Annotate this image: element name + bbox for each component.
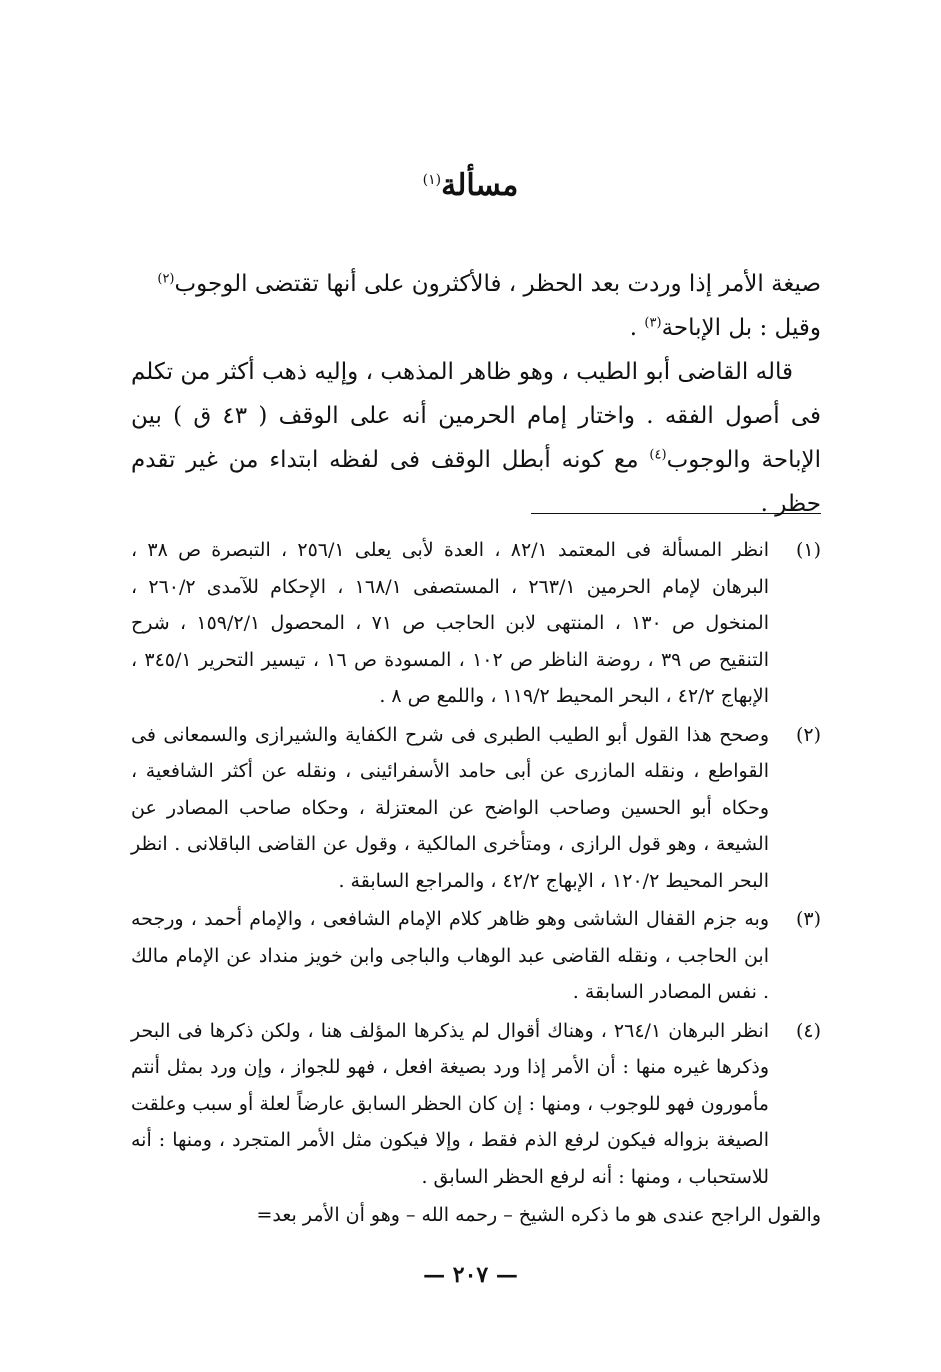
footnote-number: (٣) [795,908,821,930]
footnote-text: انظر المسألة فى المعتمد ٨٢/١ ، العدة لأبى يعلى ٢٥٦/١ ، التبصرة ص ٣٨ ، البرهان لإمام الحرمين ٢٦٣/١ ، المستصفى ١٦٨/١ ، الإحكام للآمدى ٢٦٠/٢ ، المنخول ص ١٣٠ ، المنتهى لابن الحاجب ص ٧١ ، المحصول ١٥٩/٢/١ ، شرح التنقيح ص ٣٩ ، روضة الناظر ص ١٠٢ ، المسودة ص ١٦ ، تيسير التحرير ٣٤٥/١ ، الإبهاج ٤٢/٢ ، البحر المحيط ١١٩/٢ ، واللمع ص ٨ . [131,539,770,707]
footnote-marker-3: (٣) [644,315,662,331]
footnote-text: وبه جزم القفال الشاشى وهو ظاهر كلام الإمام الشافعى ، والإمام أحمد ، ورجحه ابن الحاجب ، ونقله القاضى عبد الوهاب والباجى وابن خويز منداد عن الإمام مالك . نفس المصادر السابقة . [131,908,769,1003]
page-number: — ٢٠٧ — [423,1262,518,1288]
main-line-2: وقيل : بل الإباحة [661,315,821,341]
heading-title: مسألة [441,168,519,203]
main-line-1: صيغة الأمر إذا وردت بعد الحظر ، فالأكثرون على أنها تقتضى الوجوب [174,271,821,297]
main-paragraph-1 [131,262,821,350]
footnote-marker-2: (٢) [157,271,175,287]
footnote-separator [531,513,821,514]
footnote-1 [131,532,821,715]
paragraph-2-text: قاله القاضى أبو الطيب ، وهو ظاهر المذهب ، وإليه ذهب أكثر من تكلم فى أصول الفقه . واختار إمام الحرمين أنه على الوقف ( ٤٣ ق ) بين الإباحة والوجوب [131,359,821,473]
footnote-number: (١) [795,539,821,561]
main-text [131,262,821,526]
footnote-text: انظر البرهان ٢٦٤/١ ، وهناك أقوال لم يذكرها المؤلف هنا ، ولكن ذكرها فى البحر وذكرها غيره منها : أن الأمر إذا ورد بصيغة افعل ، فهو للجواز ، وإن ورد بمثل أنتم مأمورون فهو للوجوب ، ومنها : إن كان الحظر السابق عارضاً لعلة أو سبب وعلقت الصيغة بزواله فيكون لرفع الذم فقط ، وإلا فيكون مثل الأمر المتجرد ، ومنها : أنه للاستحباب ، ومنها : أنه لرفع الحظر السابق . [131,1019,769,1188]
footnote-marker-1: (١) [422,172,442,188]
footnote-number: (٢) [795,723,821,746]
footnotes [131,532,821,1234]
paragraph-2-end: مع كونه أبطل الوقف فى لفظه ابتداء من غير تقدم حظر . [131,447,821,517]
footnote-2 [131,717,821,900]
footnote-text: وصحح هذا القول أبو الطيب الطبرى فى شرح الكفاية والشيرازى والسمعانى فى القواطع ، ونقله المازرى عن أبى حامد الأسفرائينى ، ونقله عن أكثر الشافعية ، وحكاه أبو الحسين وصاحب الواضح عن المعتزلة ، وحكاه صاحب المصادر عن الشيعة ، وهو قول الرازى ، ومتأخرى المالكية ، وقول عن القاضى الباقلانى . انظر البحر المحيط ١٢٠/٢ ، الإبهاج ٤٢/٢ ، والمراجع السابقة . [131,723,769,892]
section-heading [0,168,941,203]
main-line-2-end: . [629,315,645,341]
main-paragraph-2 [131,350,821,526]
footnote-3 [131,901,821,1011]
footnote-number: (٤) [795,1019,821,1042]
footnote-continuation: والقول الراجح عندى هو ما ذكره الشيخ – رحمه الله – وهو أن الأمر بعد= [256,1204,821,1226]
footnote-marker-4: (٤) [649,447,667,463]
footnote-4 [131,1013,821,1196]
